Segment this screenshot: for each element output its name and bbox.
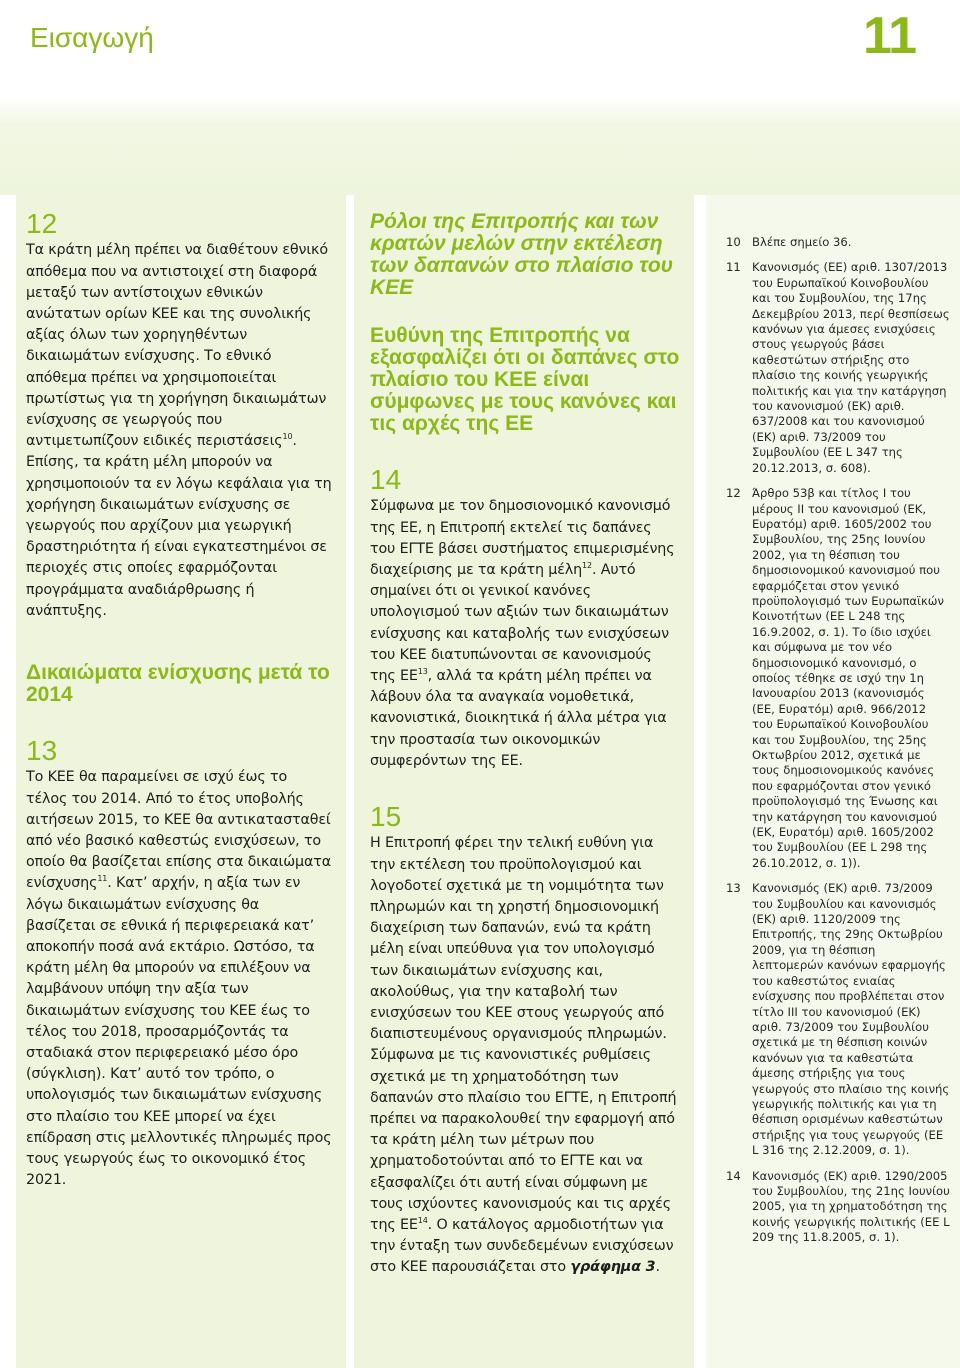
page-number: 11 <box>863 7 916 65</box>
footnote-item <box>726 881 950 1158</box>
paragraph-number-12: 12 <box>26 208 58 239</box>
footnote-number: 10 <box>726 235 741 249</box>
footnote-number: 14 <box>726 1168 741 1183</box>
paragraph-15 <box>370 833 680 1278</box>
paragraph-12 <box>26 240 332 622</box>
page-header <box>0 0 960 95</box>
footnote-ref-12[interactable]: 12 <box>582 561 592 571</box>
paragraph-15-text-c: . <box>655 1259 660 1276</box>
heading-roles: Ρόλοι της Επιτροπής και των κρατών μελών στην εκτέλεση των δαπανών στο πλαίσιο του ΚΕΕ <box>370 210 674 299</box>
paragraph-14-text-a: Σύμφωνα με τον δημοσιονομικό κανονισμό της ΕΕ, η Επιτροπή εκτελεί τις δαπάνες του ΕΓΤΕ βάσει συστήματος επιμερισμένης διαχείρισης με τα κράτη μέλη <box>370 498 675 578</box>
footnote-number: 11 <box>726 260 741 275</box>
paragraph-number-15: 15 <box>370 801 402 833</box>
footnotes-column <box>706 195 960 1368</box>
paragraph-number-14: 14 <box>370 464 402 495</box>
footnote-item <box>726 260 950 476</box>
middle-column <box>354 195 694 1368</box>
paragraph-14-text-c: , αλλά τα κράτη μέλη πρέπει να λάβουν όλα τα αναγκαία νομοθετικά, κανονιστικά, διοικητικά ή άλλα μέτρα για την προστασία των οικονομικών συμφερόντων της ΕΕ. <box>370 668 667 769</box>
footnote-item <box>726 235 950 250</box>
paragraph-12-text-b: . Επίσης, τα κράτη μέλη μπορούν να χρησιμοποιούν τα εν λόγω κεφάλαια για τη χορήγηση δικαιωμάτων ενίσχυσης σε γεωργούς που αρχίζουν μια γεωργική δραστηριότητα ή είναι εγκατεστημένοι σε περιοχές στις οποίες εφαρμόζονται προγράμματα αναδιάρθρωσης ή ανάπτυξης. <box>26 433 332 619</box>
footnote-ref-13[interactable]: 13 <box>417 667 428 677</box>
footnote-ref-14[interactable]: 14 <box>417 1216 428 1226</box>
header-shading <box>0 95 960 195</box>
figure-reference-link[interactable]: γράφημα 3 <box>570 1259 656 1276</box>
footnote-text: Κανονισμός (ΕΚ) αριθ. 1290/2005 του Συμβουλίου, της 21ης Ιουνίου 2005, για τη χρηματοδότηση της κοινής γεωργικής πολιτικής (ΕΕ L 209 της 11.8.2005, σ. 1). <box>752 1168 950 1245</box>
footnote-list <box>726 235 950 1246</box>
paragraph-13-text-a: Το ΚΕΕ θα παραμείνει σε ισχύ έως το τέλος του 2014. Από το έτος υποβολής αιτήσεων 2015, το ΚΕΕ θα αντικατασταθεί από νέο βασικό καθεστώς ενισχύσεων, το οποίο θα βασίζεται επίσης στα δικαιώματα ενίσχυσης <box>26 769 331 892</box>
footnote-text: Βλέπε σημείο 36. <box>752 235 852 249</box>
footnote-number: 13 <box>726 881 741 896</box>
paragraph-15-text-a: Η Επιτροπή φέρει την τελική ευθύνη για την εκτέλεση του προϋπολογισμού και λογοδοτεί σχετικά με τη νομιμότητα των πληρωμών και τη χρηστή δημοσιονομική διαχείριση των δαπανών, ενώ τα κράτη μέλη είναι υπεύθυνα για τον υπολογισμό των δικαιωμάτων ενίσχυσης και, ακολούθως, για την καταβολή των ενισχύσεων του ΚΕΕ στους γεωργούς από διαπιστευμένους οργανισμούς πληρωμών. Σύμφωνα με τις κανονιστικές ρυθμίσεις σχετικά με τη χρηματοδότηση των δαπανών στο πλαίσιο του ΕΓΤΕ, η Επιτροπή πρέπει να παρακολουθεί την εφαρμογή από τα κράτη μέλη των μέτρων που χρηματοδοτούνται από το ΕΓΤΕ και να εξασφαλίζει ότι αυτή είναι σύμφωνη με τους ισχύοντες κανονισμούς και τις αρχές της ΕΕ <box>370 835 677 1234</box>
heading-commission-responsibility: Ευθύνη της Επιτροπής να εξασφαλίζει ότι οι δαπάνες στο πλαίσιο του ΚΕΕ είναι σύμφωνες με τους κανόνες και τις αρχές της ΕΕ <box>370 324 680 435</box>
section-title: Εισαγωγή <box>30 22 154 53</box>
footnote-text: Άρθρο 53β και τίτλος I του μέρους II του κανονισμού (ΕΚ, Ευρατόμ) αριθ. 1605/2002 του Συμβουλίου, της 25ης Ιουνίου 2002, για τη θέσπιση του δημοσιονομικού κανονισμού που εφαρμόζεται στον γενικό προϋπολογισμό των Ευρωπαϊκών Κοινοτήτων (ΕΕ L 248 της 16.9.2002, σ. 1). Το ίδιο ισχύει και σύμφωνα με τον νέο δημοσιονομικό κανονισμό, ο οποίος τέθηκε σε ισχύ την 1η Ιανουαρίου 2013 (κανονισμός (ΕΕ, Ευρατόμ) αριθ. 966/2012 του Ευρωπαϊκού Κοινοβουλίου και του Συμβουλίου, της 25ης Οκτωβρίου 2012, σχετικά με τους δημοσιονομικούς κανόνες που εφαρμόζονται στον γενικό προϋπολογισμό της Ένωσης και την κατάργηση του κανονισμού (ΕΚ, Ευρατόμ) αριθ. 1605/2002 του Συμβουλίου (ΕΕ L 298 της 26.10.2012, σ. 1)). <box>752 486 944 870</box>
paragraph-13-text-b: . Κατ’ αρχήν, η αξία των εν λόγω δικαιωμάτων ενίσχυσης θα βασίζεται σε εθνικά ή περιφερειακά κατ’ αποκοπήν ποσά ανά εκτάριο. Ωστόσο, τα κράτη μέλη θα μπορούν να επιλέξουν να λαμβάνουν υπόψη την αξία των δικαιωμάτων ενίσχυσης του ΚΕΕ έως το τέλος του 2018, προσαρμόζοντάς τα σταδιακά στον περιφερειακό μέσο όρο (σύγκλιση). Κατ’ αυτό τον τρόπο, ο υπολογισμός των δικαιωμάτων ενίσχυσης στο πλαίσιο του ΚΕΕ μπορεί να έχει επίδραση στις μελλοντικές πληρωμές προς τους γεωργούς έως το οικονομικό έτος 2021. <box>26 875 332 1189</box>
subheading-rights-after-2014: Δικαιώματα ενίσχυσης μετά το 2014 <box>26 661 330 707</box>
left-column <box>16 195 346 1368</box>
footnote-item <box>726 486 950 871</box>
footnote-number: 12 <box>726 486 741 501</box>
footnote-ref-10[interactable]: 10 <box>282 432 293 442</box>
footnote-item <box>726 1169 950 1246</box>
paragraph-15-text-b: . Ο κατάλογος αρμοδιοτήτων για την ένταξη των συνδεδεμένων ενισχύσεων στο ΚΕΕ παρουσιάζεται στο <box>370 1217 674 1276</box>
footnote-text: Κανονισμός (ΕΕ) αριθ. 1307/2013 του Ευρωπαϊκού Κοινοβουλίου και του Συμβουλίου, της 17ης Δεκεμβρίου 2013, περί θεσπίσεως κανόνων για άμεσες ενισχύσεις στους γεωργούς βάσει καθεστώτων στήριξης στο πλαίσιο της κοινής γεωργικής πολιτικής και για την κατάργηση του κανονισμού (ΕΚ) αριθ. 637/2008 και του κανονισμού (ΕΚ) αριθ. 73/2009 του Συμβουλίου (ΕΕ L 347 της 20.12.2013, σ. 608). <box>752 260 950 475</box>
paragraph-14-text-b: . Αυτό σημαίνει ότι οι γενικοί κανόνες υπολογισμού των αξιών των δικαιωμάτων ενίσχυσης και καταβολής των ενισχύσεων του ΚΕΕ διατυπώνονται σε κανονισμούς της ΕΕ <box>370 562 669 685</box>
paragraph-number-13: 13 <box>26 735 58 767</box>
paragraph-12-text-a: Τα κράτη μέλη πρέπει να διαθέτουν εθνικό απόθεμα που να αντιστοιχεί στη διαφορά μεταξύ των αντίστοιχων εθνικών ανώτατων ορίων ΚΕΕ και της συνολικής αξίας όλων των χορηγηθέντων δικαιωμάτων ενίσχυσης. Το εθνικό απόθεμα πρέπει να χρησιμοποιείται πρωτίστως για τη χορήγηση δικαιωμάτων ενίσχυσης σε γεωργούς που αντιμετωπίζουν ειδικές περιστάσεις <box>26 242 328 450</box>
footnote-ref-11[interactable]: 11 <box>97 874 108 884</box>
paragraph-13 <box>26 767 332 1191</box>
paragraph-14 <box>370 496 680 772</box>
footnote-text: Κανονισμός (ΕΚ) αριθ. 73/2009 του Συμβουλίου και κανονισμός (ΕΚ) αριθ. 1120/2009 της Επιτροπής, της 29ης Οκτωβρίου 2009, για τη θέσπιση λεπτομερών κανόνων εφαρμογής του καθεστώτος ενιαίας ενίσχυσης που προβλέπεται στον τίτλο III του κανονισμού (ΕΚ) αριθ. 73/2009 του Συμβουλίου σχετικά με τη θέσπιση κοινών κανόνων για τα καθεστώτα άμεσης στήριξης για τους γεωργούς στο πλαίσιο της κοινής γεωργικής πολιτικής και για τη θέσπιση ορισμένων καθεστώτων στήριξης για τους γεωργούς (ΕΕ L 316 της 2.12.2009, σ. 1). <box>752 881 950 1158</box>
